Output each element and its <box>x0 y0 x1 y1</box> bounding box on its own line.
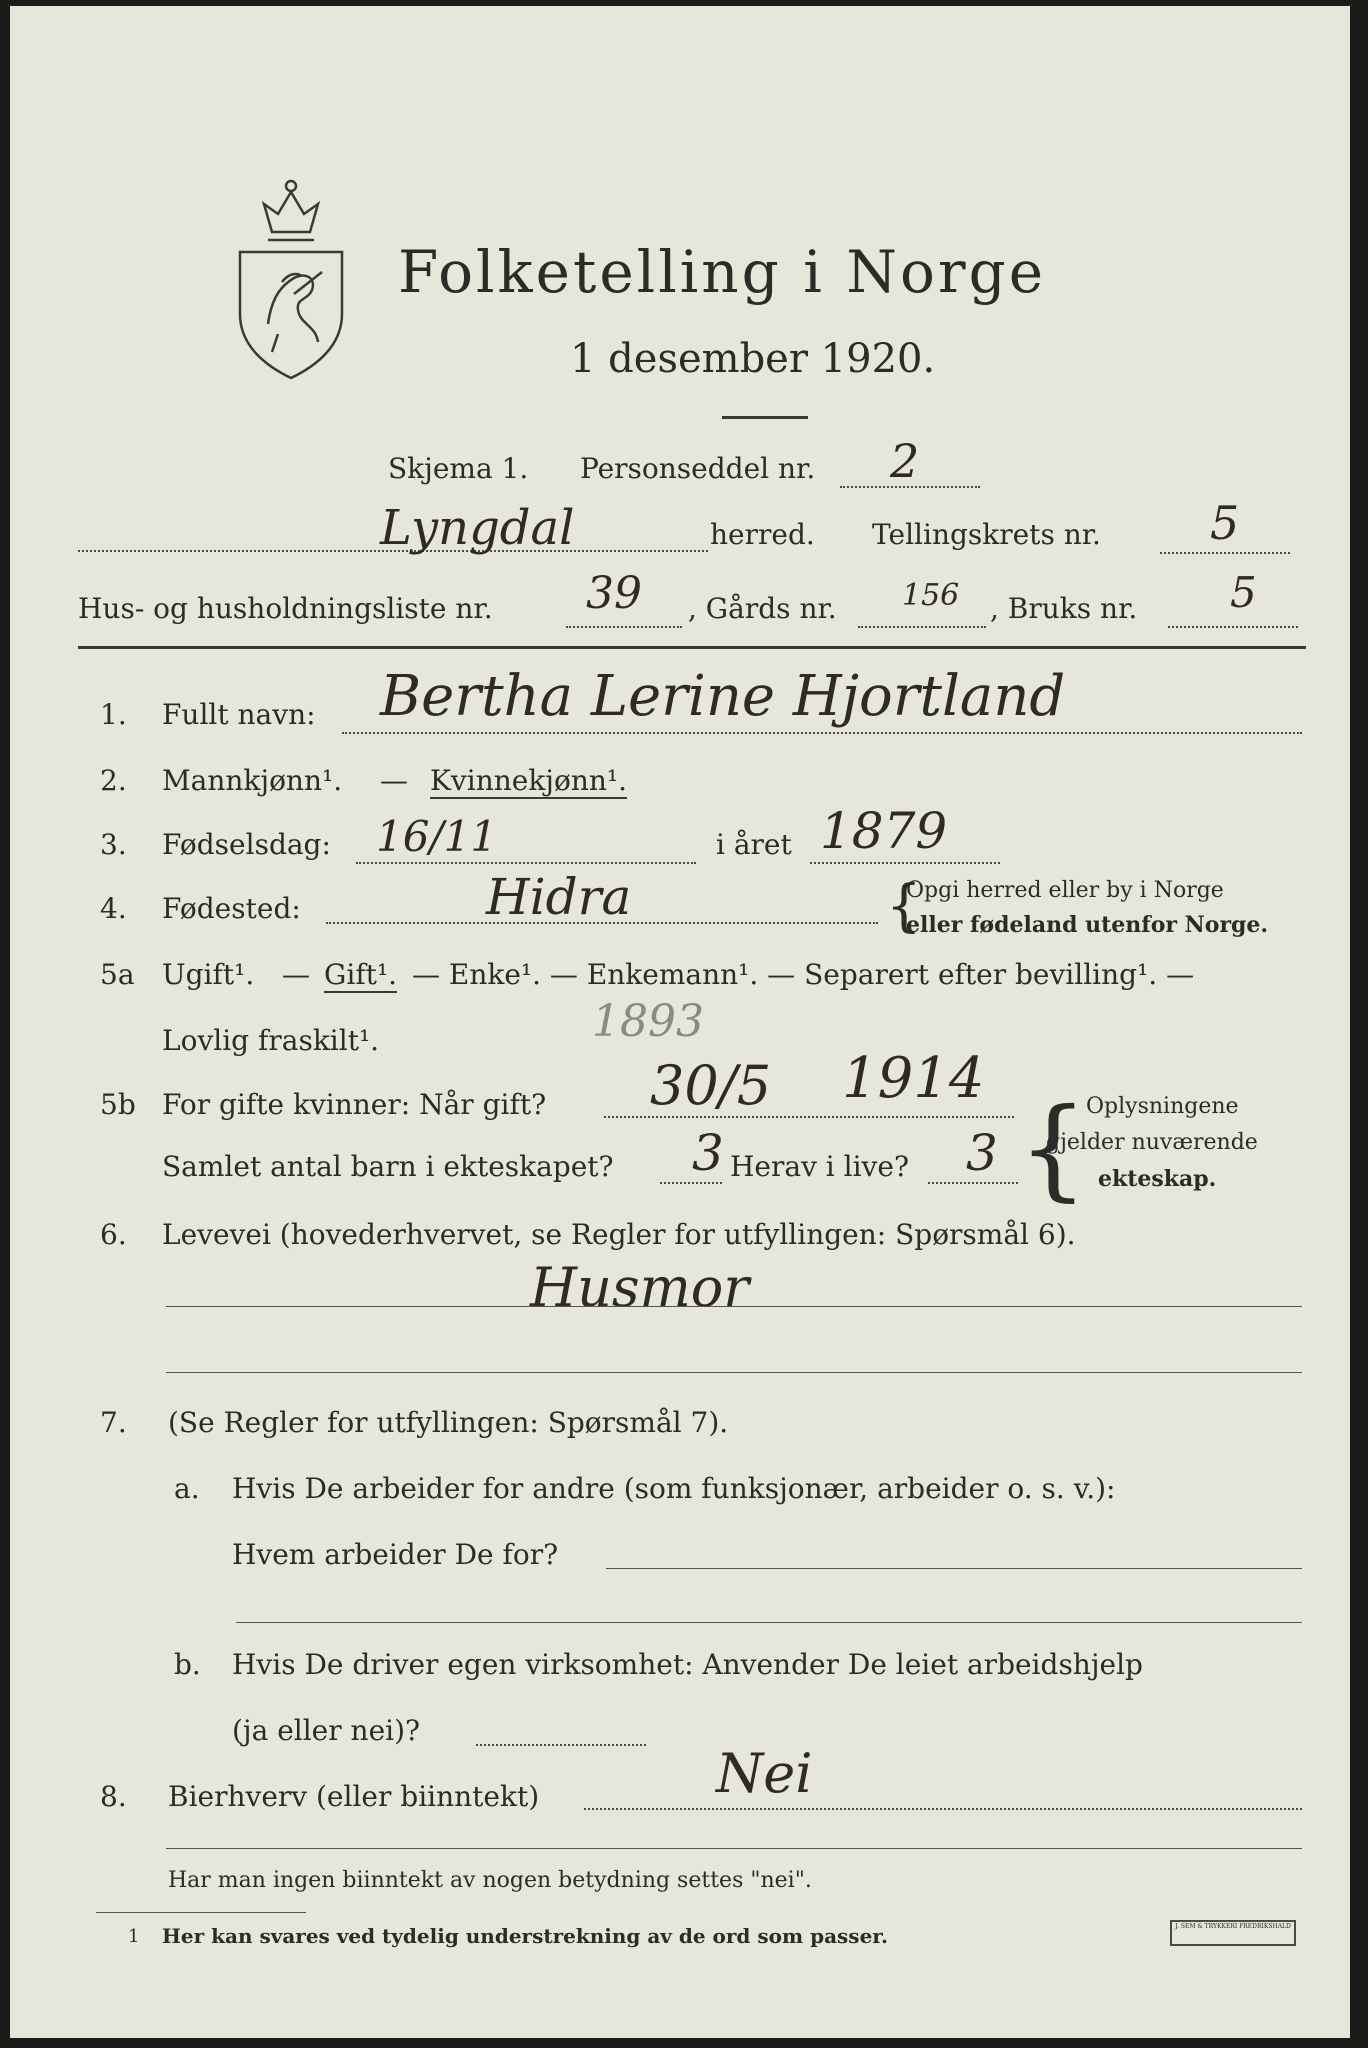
q7b-dotline <box>476 1744 646 1746</box>
q5a-other-options[interactable]: — Enke¹. — Enkemann¹. — Separert efter bevilling¹. — <box>412 958 1195 991</box>
q5b-marriage-year-answer[interactable]: 1914 <box>842 1046 985 1111</box>
q5a-gift-option-underlined[interactable]: Gift¹. <box>324 958 398 991</box>
q5a-correction-year: 1893 <box>592 996 704 1047</box>
q2-separator: — <box>380 764 408 797</box>
form-title: Folketelling i Norge <box>398 238 1047 306</box>
bruks-label: , Bruks nr. <box>990 592 1138 625</box>
footnote-rule <box>96 1912 306 1913</box>
q2-female-option-underlined[interactable]: Kvinnekjønn¹. <box>430 764 628 797</box>
q5b-note-line1: Oplysningene <box>1086 1094 1239 1119</box>
personseddel-label: Personseddel nr. <box>580 452 816 485</box>
q3-number: 3. <box>100 828 127 861</box>
title-divider <box>722 416 808 419</box>
personseddel-dotline <box>840 486 980 488</box>
q4-note-line2: eller fødeland utenfor Norge. <box>906 912 1269 938</box>
q8-side-income-answer[interactable]: Nei <box>716 1742 813 1805</box>
q2-number: 2. <box>100 764 127 797</box>
q6-answer-line1 <box>166 1306 1302 1307</box>
norway-coat-of-arms-icon <box>232 174 350 384</box>
q5b-note-brace: { <box>1018 1084 1088 1212</box>
q6-number: 6. <box>100 1218 127 1251</box>
footnote-mark: 1 <box>128 1926 140 1947</box>
q3-dotline <box>356 862 696 864</box>
q8-label: Bierhverv (eller biinntekt) <box>168 1780 540 1813</box>
q3-year-dotline <box>810 862 1000 864</box>
q7-label: (Se Regler for utfyllingen: Spørsmål 7). <box>168 1406 729 1439</box>
herred-label: herred. <box>710 518 815 551</box>
q4-note-brace: { <box>886 874 922 939</box>
q7b-letter: b. <box>174 1648 201 1681</box>
q1-number: 1. <box>100 698 127 731</box>
q7b-line2: (ja eller nei)? <box>232 1714 421 1747</box>
q6-label: Levevei (hovederhvervet, se Regler for utfyllingen: Spørsmål 6). <box>162 1218 1076 1251</box>
footer-rule <box>166 1848 1302 1849</box>
footnote-text: Her kan svares ved tydelig understrekning av de ord som passer. <box>162 1924 888 1948</box>
q5b-note-line2: gjelder nuværende <box>1046 1130 1258 1155</box>
q5b-number: 5b <box>100 1088 136 1121</box>
q5b-alive-answer[interactable]: 3 <box>966 1124 998 1182</box>
gards-dotline <box>858 626 986 628</box>
q8-dotline <box>584 1808 1302 1810</box>
q4-birthplace-answer[interactable]: Hidra <box>486 868 632 926</box>
husliste-label: Hus- og husholdningsliste nr. <box>78 592 493 625</box>
q7a-answer-line1 <box>606 1568 1302 1569</box>
q5b-label: For gifte kvinner: Når gift? <box>162 1088 547 1121</box>
q1-full-name-answer[interactable]: Bertha Lerine Hjortland <box>380 664 1066 729</box>
q7-number: 7. <box>100 1406 127 1439</box>
gards-label: , Gårds nr. <box>688 592 837 625</box>
q3-year-label: i året <box>716 828 792 861</box>
q4-note-line1: Opgi herred eller by i Norge <box>906 878 1224 903</box>
q5a-separator: — <box>282 958 310 991</box>
q1-label: Fullt navn: <box>162 698 316 731</box>
q1-dotline <box>342 732 1302 734</box>
q2-male-option[interactable]: Mannkjønn¹. <box>162 764 343 797</box>
gards-value[interactable]: 156 <box>902 578 960 613</box>
q6-answer-line2 <box>166 1372 1302 1373</box>
q4-number: 4. <box>100 892 127 925</box>
skjema-label: Skjema 1. <box>388 452 529 485</box>
q5b-note-line3: ekteskap. <box>1098 1166 1217 1192</box>
census-date: 1 desember 1920. <box>570 336 936 382</box>
q5b-alive-label: Herav i live? <box>730 1150 909 1183</box>
q5b-children-label: Samlet antal barn i ekteskapet? <box>162 1150 614 1183</box>
q3-year-answer[interactable]: 1879 <box>820 802 948 860</box>
q3-birthdate-answer[interactable]: 16/11 <box>376 812 498 861</box>
header-rule <box>78 646 1306 649</box>
q6-occupation-answer[interactable]: Husmor <box>530 1256 750 1319</box>
husliste-value[interactable]: 39 <box>586 568 642 619</box>
q5a-fraskilt-option[interactable]: Lovlig fraskilt¹. <box>162 1024 380 1057</box>
q5a-number: 5a <box>100 958 135 991</box>
q8-number: 8. <box>100 1780 127 1813</box>
q5a-ugift-option[interactable]: Ugift¹. <box>162 958 255 991</box>
q5b-alive-dotline <box>928 1182 1018 1184</box>
herred-value[interactable]: Lyngdal <box>380 500 575 556</box>
q3-label: Fødselsdag: <box>162 828 331 861</box>
tellingskrets-dotline <box>1160 552 1290 554</box>
husliste-dotline <box>566 626 682 628</box>
q7a-letter: a. <box>174 1472 200 1505</box>
q7a-line2: Hvem arbeider De for? <box>232 1538 559 1571</box>
q5b-marriage-date-answer[interactable]: 30/5 <box>650 1054 772 1117</box>
printer-stamp: J. SEM & TRYKKERI FREDRIKSHALD <box>1170 1920 1296 1946</box>
q7a-answer-line2 <box>236 1622 1302 1623</box>
footer-note: Har man ingen biinntekt av nogen betydning settes "nei". <box>168 1868 812 1893</box>
bruks-value[interactable]: 5 <box>1230 568 1257 617</box>
personseddel-value[interactable]: 2 <box>890 434 920 488</box>
q7b-line1: Hvis De driver egen virksomhet: Anvender De leiet arbeidshjelp <box>232 1648 1143 1681</box>
q5b-children-dotline <box>660 1182 722 1184</box>
tellingskrets-value[interactable]: 5 <box>1210 496 1240 550</box>
bruks-dotline <box>1168 626 1298 628</box>
census-form-page <box>10 6 1350 2038</box>
q5b-children-answer[interactable]: 3 <box>692 1124 724 1182</box>
q7a-line1: Hvis De arbeider for andre (som funksjonær, arbeider o. s. v.): <box>232 1472 1116 1505</box>
q4-label: Fødested: <box>162 892 301 925</box>
q5b-dotline <box>604 1116 1014 1118</box>
tellingskrets-label: Tellingskrets nr. <box>872 518 1101 551</box>
